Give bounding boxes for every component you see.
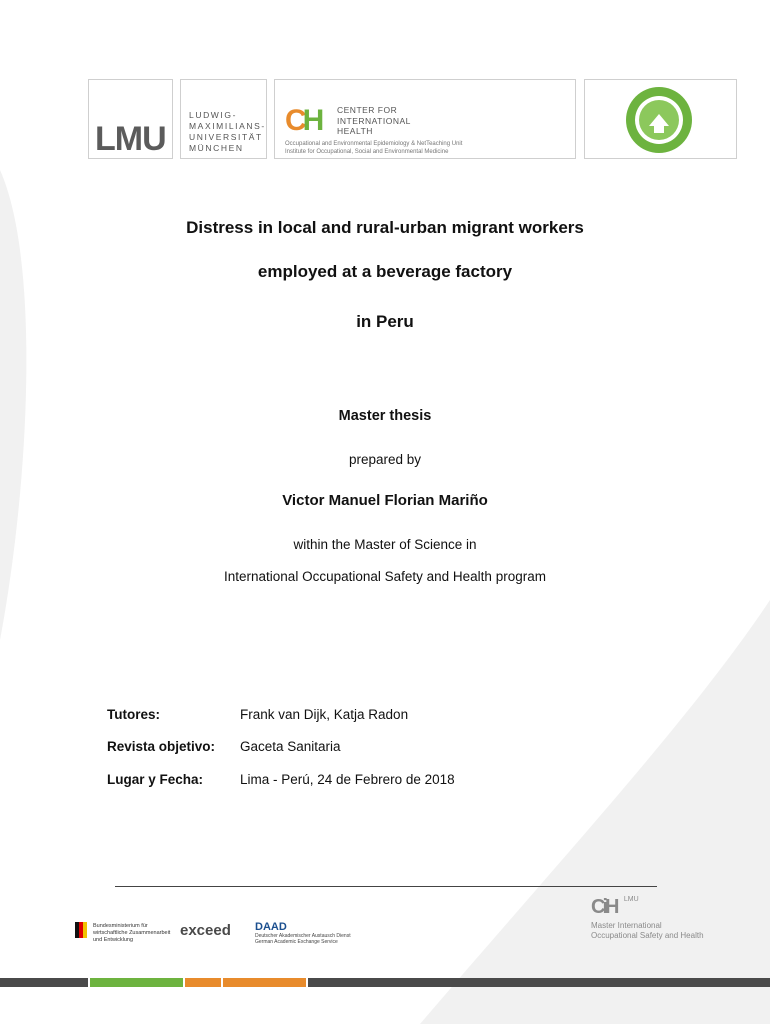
bmz-line: wirtschaftliche Zusammenarbeit [93,930,171,936]
footer-bar-orange [223,978,306,987]
lmu-name-box [180,79,267,159]
lmu-name-line: MAXIMILIANS- [189,121,266,131]
detail-label-lugar: Lugar y Fecha: [107,772,204,787]
lmu-name-line: MÜNCHEN [189,143,244,153]
footer-bar-orange-small [185,978,221,987]
seal-logo-box [584,79,737,159]
lmu-small: LMU [623,896,639,903]
lmu-name-line: LUDWIG- [189,110,238,120]
lmu-name [189,110,266,154]
program-line-2: International Occupational Safety and Health program [224,569,546,584]
eagle-icon [75,922,89,938]
bmz-line: Bundesministerium für [93,923,148,929]
bmz-text [93,923,183,944]
footer-bar-green [90,978,183,987]
detail-label-revista: Revista objetivo: [107,739,216,754]
cih-subtitle [285,140,570,156]
cih-name [337,105,411,137]
detail-value-tutores: Frank van Dijk, Katja Radon [240,707,409,722]
daad-mark: DAAD [255,921,287,933]
author-name: Victor Manuel Florian Mariño [282,492,488,509]
title-line-3: in Peru [356,312,414,331]
cih-name-line: INTERNATIONAL [337,115,411,126]
cih-small-mark: CiH [591,896,617,918]
university-seal-icon [625,86,693,154]
prepared-by: prepared by [348,452,422,467]
daad-line: German Academic Exchange Service [255,939,338,945]
footer-bar-gray-right [308,978,770,987]
cih-subtitle-line: Institute for Occupational, Social and Environmental Medicine [285,149,449,155]
daad-logo [255,921,351,945]
cih-logo-mark: CH [285,104,321,137]
title-line-1: Distress in local and rural-urban migrant workers [186,218,584,237]
daad-line: Deutscher Akademischer Austausch Dienst [255,933,351,939]
cih-name-line: CENTER FOR [337,105,398,115]
master-line: Master International [591,921,662,930]
program-line-1: within the Master of Science in [293,537,477,552]
lmu-name-line: UNIVERSITÄT [189,132,263,142]
master-line: Occupational Safety and Health [591,931,704,940]
lmu-logo-box [88,79,173,159]
detail-label-tutores: Tutores: [107,707,160,722]
footer-bar-gray-left [0,978,88,987]
lmu-logo: LMU [95,120,166,158]
cih-name-line: HEALTH [337,126,373,136]
detail-value-revista: Gaceta Sanitaria [240,739,341,754]
detail-value-lugar: Lima - Perú, 24 de Febrero de 2018 [240,772,455,787]
exceed-logo: exceed [180,922,231,939]
thesis-type: Master thesis [338,408,432,424]
cih-subtitle-line: Occupational and Environmental Epidemiology & NetTeaching Unit [285,141,463,147]
footer-divider [115,886,657,887]
title-line-2: employed at a beverage factory [257,262,513,281]
bmz-line: und Entwicklung [93,937,134,943]
cih-logo-box [274,79,576,159]
master-program-logo [591,896,704,941]
